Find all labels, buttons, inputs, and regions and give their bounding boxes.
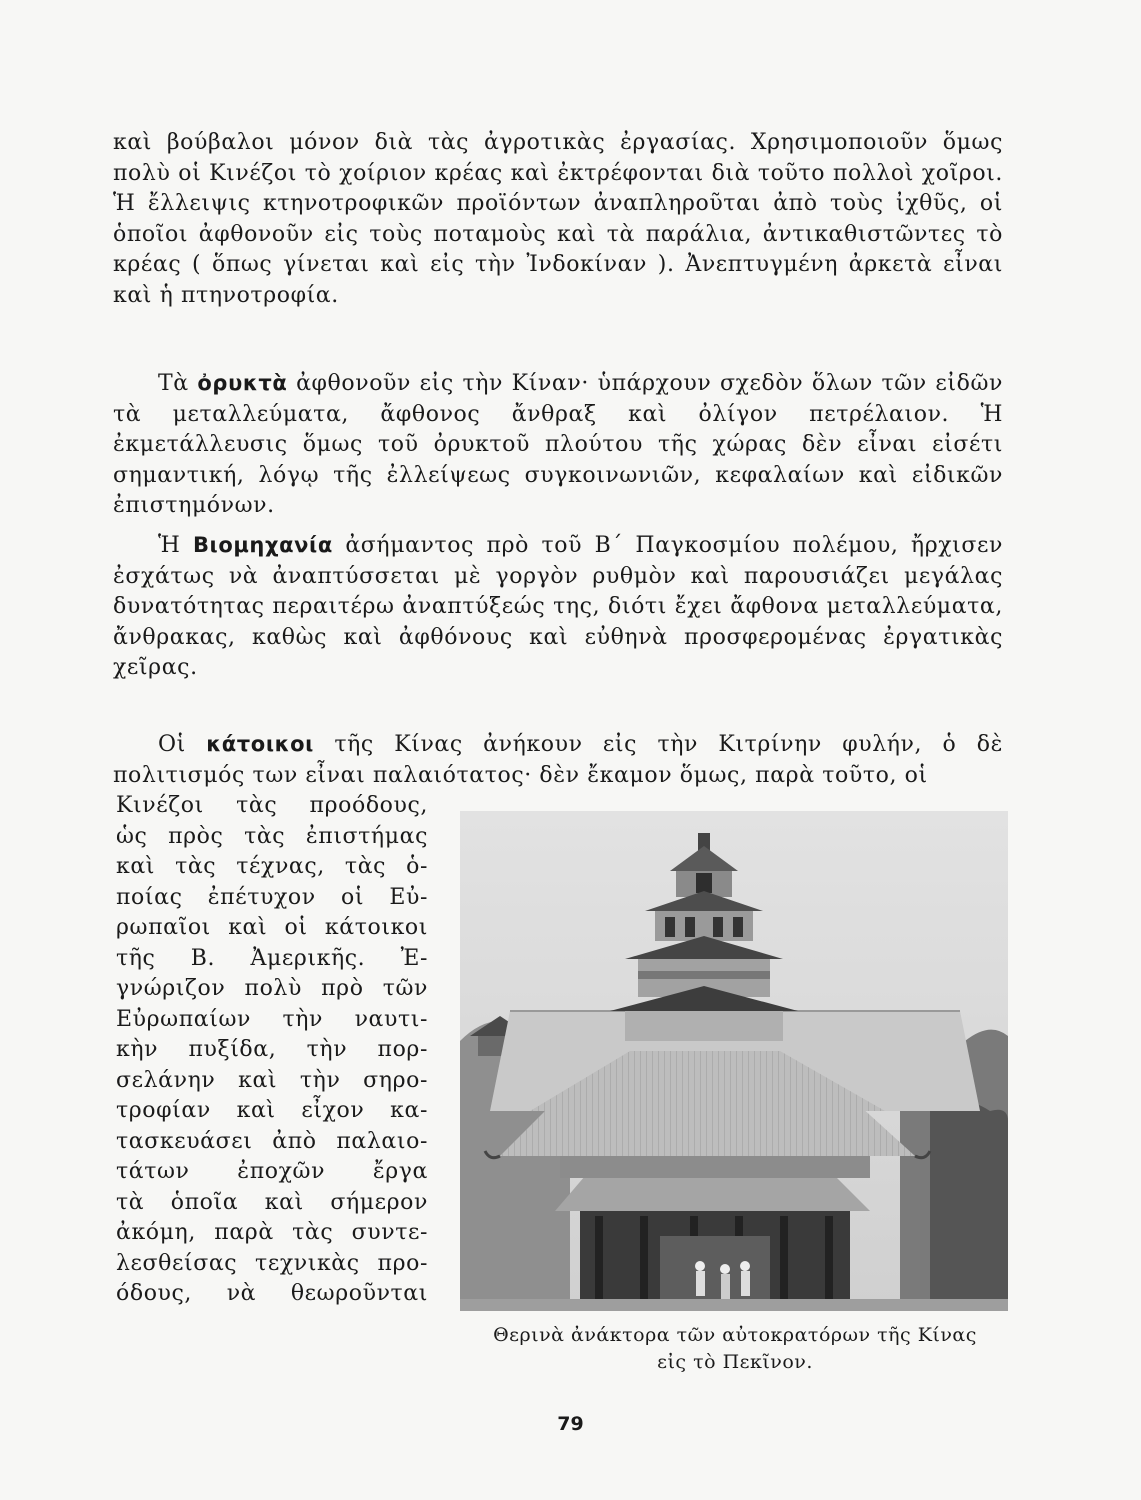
caption-line-1: Θερινὰ ἀνάκτορα τῶν αὐτοκρατόρων τῆς Κίνας xyxy=(493,1324,977,1346)
paragraph-inhabitants xyxy=(113,729,1003,791)
photo-caption xyxy=(445,1322,1025,1376)
column-line: τὰ ὁποῖα καὶ σήμερον xyxy=(116,1189,428,1215)
narrow-text-column xyxy=(116,791,428,1310)
column-line: τῆς Β. Ἀμερικῆς. Ἐ- xyxy=(116,945,428,971)
paragraph-industry-body: ἀσήμαντος πρὸ τοῦ Β΄ Παγκοσμίου πολέμου, ἤρχισεν ἐσχάτως νὰ ἀναπτύσσεται μὲ γοργὸν ρυθμὸν καὶ παρουσιάζει μεγάλας δυνατότητας περαιτέρω ἀναπτύξεώς της, διότι ἔχει ἄφθονα μεταλλεύματα, ἄνθρακας, καθὼς καὶ ἀφθόνους καὶ εὐθηνὰ προσφερομένας ἐργατικὰς χεῖρας. xyxy=(113,533,1003,680)
keyword-inhabitants: κάτοικοι xyxy=(206,732,314,756)
column-line: ποίας ἐπέτυχον οἱ Εὐ- xyxy=(116,884,428,910)
keyword-minerals: ὀρυκτὰ xyxy=(197,371,288,395)
paragraph-minerals-pre: Τὰ xyxy=(158,371,198,396)
summer-palace-photo xyxy=(460,811,1008,1311)
column-line: τασκευάσει ἀπὸ παλαιο- xyxy=(116,1128,428,1154)
paragraph-inhabitants-body: τῆς Κίνας ἀνήκουν εἰς τὴν Κιτρίνην φυλήν, ὁ δὲ πολιτισμός των εἶναι παλαιότατος· δὲν ἔκαμον ὅμως, παρὰ τοῦτο, οἱ xyxy=(113,732,1003,788)
column-line: γνώριζον πολὺ πρὸ τῶν xyxy=(116,976,428,1001)
column-line: τροφίαν καὶ εἶχον κα- xyxy=(116,1098,428,1123)
paragraph-minerals-body: ἀφθονοῦν εἰς τὴν Κίναν· ὑπάρχουν σχεδὸν ὅλων τῶν εἰδῶν τὰ μεταλλεύματα, ἄφθονος ἄνθραξ καὶ ὀλίγον πετρέλαιον. Ἡ ἐκμετάλλευσις ὅμως τοῦ ὀρυκτοῦ πλούτου τῆς χώρας δὲν εἶναι εἰσέτι σημαντική, λόγῳ τῆς ἐλλείψεως συγκοινωνιῶν, κεφαλαίων καὶ εἰδικῶν ἐπιστημόνων. xyxy=(113,371,1003,518)
keyword-industry: Βιομηχανία xyxy=(192,533,333,557)
pagoda-illustration xyxy=(460,811,1008,1311)
column-line: Κινέζοι τὰς προόδους, xyxy=(116,793,428,818)
paragraph-livestock: καὶ βούβαλοι μόνον διὰ τὰς ἀγροτικὰς ἐργασίας. Χρησιμοποιοῦν ὅμως πολὺ οἱ Κινέζοι τὸ χοίριον κρέας καὶ ἐκτρέφονται διὰ τοῦτο πολλοὶ χοῖροι. Ἡ ἔλλειψις κτηνοτροφικῶν προϊόντων ἀναπληροῦται ἀπὸ τοὺς ἰχθῦς, οἱ ὁποῖοι ἀφθονοῦν εἰς τοὺς ποταμοὺς καὶ τὰ παράλια, ἀντικαθιστῶντες τὸ κρέας ( ὅπως γίνεται καὶ εἰς τὴν Ἰνδοκίναν ). Ἀνεπτυγμένη ἀρκετὰ εἶναι καὶ ἡ πτηνοτροφία. xyxy=(113,130,1003,308)
page-number: 79 xyxy=(557,1413,584,1435)
column-line: κὴν πυξίδα, τὴν πορ- xyxy=(116,1037,428,1062)
column-line: σελάνην καὶ τὴν σηρο- xyxy=(116,1067,428,1093)
paragraph-industry xyxy=(113,530,1003,684)
paragraph-minerals xyxy=(113,368,1003,522)
column-line: Εὐρωπαίων τὴν ναυτι- xyxy=(116,1006,428,1032)
caption-line-2: εἰς τὸ Πεκῖνον. xyxy=(657,1351,813,1373)
column-line: όδους, νὰ θεωροῦνται xyxy=(116,1281,428,1306)
column-line: ὡς πρὸς τὰς ἐπιστήμας xyxy=(116,823,428,849)
column-line: ρωπαῖοι καὶ οἱ κάτοικοι xyxy=(116,915,428,940)
column-line: λεσθείσας τεχνικὰς προ- xyxy=(116,1250,428,1276)
paragraph-industry-pre: Ἡ xyxy=(158,533,193,558)
column-line: καὶ τὰς τέχνας, τὰς ὁ- xyxy=(116,854,428,879)
column-line: ἀκόμη, παρὰ τὰς συντε- xyxy=(116,1220,428,1245)
column-line: τάτων ἐποχῶν ἔργα xyxy=(116,1159,428,1184)
paragraph-inhabitants-pre: Οἱ xyxy=(158,732,207,757)
